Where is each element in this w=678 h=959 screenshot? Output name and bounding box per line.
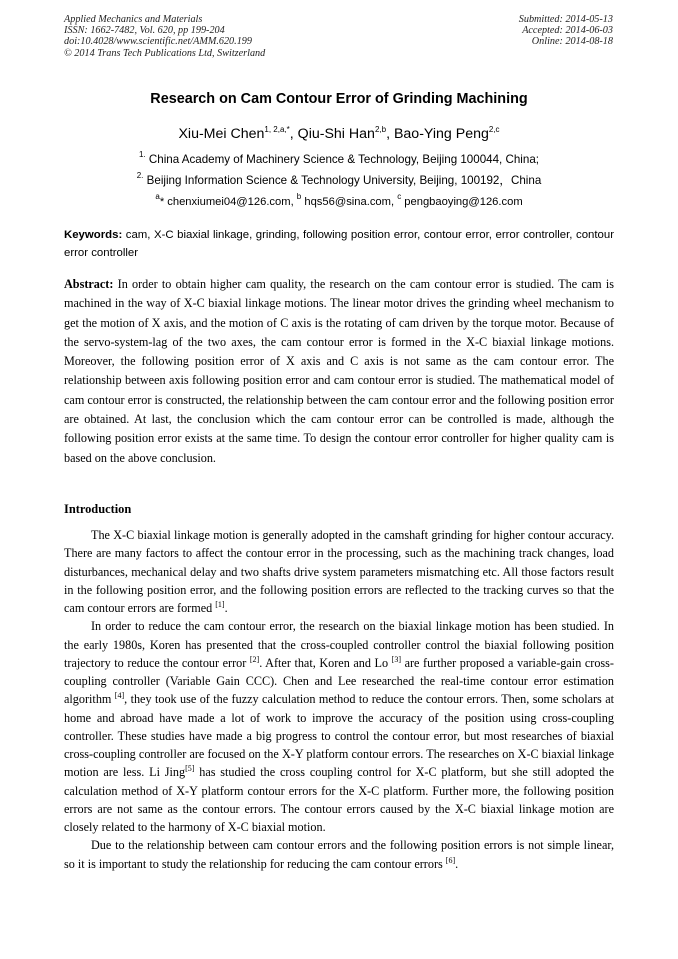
author-name: Qiu-Shi Han (297, 126, 375, 142)
abstract-section (64, 275, 614, 468)
author-superscript: 1, 2,a,* (264, 125, 290, 134)
email-superscript: c (397, 192, 402, 201)
citation-ref[interactable]: [2] (249, 654, 260, 664)
journal-doi: doi:10.4028/www.scientific.net/AMM.620.199 (64, 36, 252, 48)
affiliation-number: 2. (136, 171, 144, 180)
author-name: Bao-Ying Peng (393, 126, 489, 142)
citation-ref[interactable]: [6] (445, 855, 456, 865)
paragraph-text: , they took use of the fuzzy calculation method to reduce the contour errors. Then, some scholars at home and abroad have made a lot of work to improve the accuracy of the position using cross-coupling controller. These studies have made a big progress to control the contour error, but most researches of biaxial cross-coupling controller are focused on the X-Y platform contour errors. The researches on X-C biaxial linkage motion are less. Li Jing (64, 692, 614, 780)
email-address[interactable]: pengbaoying@126.com (404, 196, 523, 208)
citation-ref[interactable]: [5] (185, 764, 195, 774)
author-separator: , (386, 126, 394, 142)
affiliation-2 (0, 172, 678, 188)
introduction-heading: Introduction (64, 502, 132, 516)
keywords-section (64, 227, 614, 262)
paragraph-text: . (224, 601, 228, 615)
intro-paragraph-1 (64, 526, 614, 617)
author-name: Xiu-Mei Chen (178, 126, 265, 142)
abstract-label: Abstract: (64, 277, 114, 291)
affiliation-number: 1. (138, 150, 146, 159)
affiliation-1 (0, 150, 678, 166)
paragraph-text: Due to the relationship between cam contour errors and the following position errors is not simple linear, so it is important to study the relationship for reducing the cam contour errors (64, 838, 614, 871)
journal-issn: ISSN: 1662-7482, Vol. 620, pp 199-204 (64, 25, 225, 37)
email-address[interactable]: hqs56@sina.com, (304, 196, 398, 208)
submitted-date: Submitted: 2014-05-13 (518, 14, 613, 25)
journal-info (64, 14, 265, 59)
paragraph-text: . After that, Koren and Lo (259, 655, 392, 670)
paragraph-text: are further proposed a variable-gain cross-coupling controller (Variable Gain CCC). Chen and Lee researched the real-time contour error estimation algorithm (64, 655, 614, 707)
email-list (0, 192, 678, 208)
paragraph-text: . (455, 856, 459, 871)
abstract-text: In order to obtain higher cam quality, the research on the cam contour error is studied. The cam is machined in the way of X-C biaxial linkage motions. The linear motor drives the grinding wheel mechanism to get the motion of X axis, and the motion of C axis is the rotating of cam driven by the torque motor. Because of the servo-system-lag of the two axes, the cam contour error is formed in the X-C biaxial linkage motions. Moreover, the following position error of X axis and C axis is not same as the cam contour error. The relationship between axis following position error and cam contour error is studied. The mathematical model of cam contour error is constructed, the relationship between the cam contour error and the following position error are obtained. At last, the conclusion which the cam contour error can be controlled is made, although the following position error exists at the same time. To design the contour error controller for higher quality cam is based on the above conclusion. (64, 277, 615, 465)
accepted-date: Accepted: 2014-06-03 (522, 25, 613, 37)
email-superscript: b (296, 192, 302, 201)
keywords-text: cam, X-C biaxial linkage, grinding, following position error, contour error, error controller, contour error controller (64, 229, 614, 259)
paragraph-text: In order to reduce the cam contour error, the research on the biaxial linkage motion has been studied. In the early 1980s, Koren has presented that the cross-coupled controller control the biaxial following position trajectory to reduce the contour error (64, 619, 614, 670)
paragraph-text: has studied the cross coupling control for X-C platform, but she still adopted the calculation method of X-Y platform contour errors for the X-C platform. Further more, the following position errors are not same as the contour errors. The contour errors caused by the X-C biaxial linkage motion are closely related to the harmony of X-C biaxial motion. (64, 765, 614, 834)
publication-dates (519, 14, 613, 48)
author-separator: , (289, 126, 298, 142)
author-list (0, 126, 678, 142)
email-superscript: a (155, 192, 160, 201)
email-address[interactable]: * chenxiumei04@126.com, (159, 196, 297, 208)
intro-paragraph-2 (64, 617, 614, 836)
intro-paragraph-3 (64, 836, 614, 873)
citation-ref[interactable]: [4] (114, 691, 125, 701)
author-superscript: 2,b (374, 125, 387, 134)
paper-title: Research on Cam Contour Error of Grinding Machining (150, 91, 528, 107)
affiliation-text: China Academy of Machinery Science & Technology, Beijing 100044, China; (148, 153, 540, 166)
citation-ref[interactable]: [1] (215, 600, 225, 609)
journal-copyright: © 2014 Trans Tech Publications Ltd, Switzerland (64, 47, 266, 59)
affiliation-text: Beijing Information Science & Technology University, Beijing, 100192，China (146, 174, 542, 187)
paragraph-text: The X-C biaxial linkage motion is generally adopted in the camshaft grinding for higher contour accuracy. There are many factors to affect the contour error in the processing, such as the machining track changes, load disturbances, mechanical delay and two shafts drive system parameters mismatching etc. All those factors result in the following position error, and the following position errors are reflected to the tracking curves so that the cam contour errors are formed (64, 528, 614, 615)
introduction-body (64, 526, 614, 873)
citation-ref[interactable]: [3] (391, 654, 401, 664)
keywords-label: Keywords: (64, 229, 123, 241)
author-superscript: 2,c (488, 125, 500, 134)
online-date: Online: 2014-08-18 (531, 36, 613, 48)
journal-name: Applied Mechanics and Materials (64, 14, 203, 25)
